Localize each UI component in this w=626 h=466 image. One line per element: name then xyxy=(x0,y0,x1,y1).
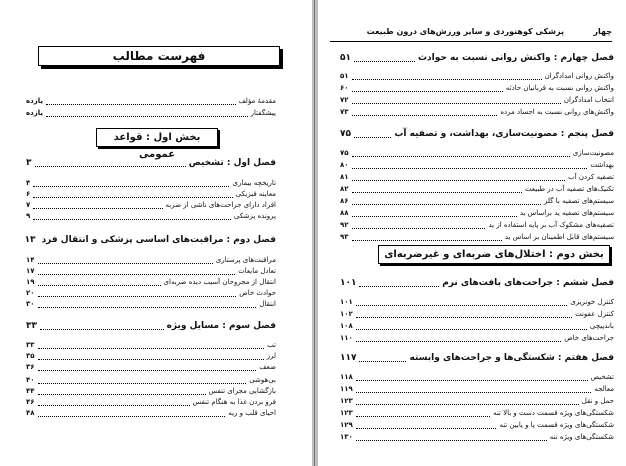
toc-entry[interactable] xyxy=(340,321,614,332)
chapter-title: فصل چهارم : واکنش روانی نسبت به حوادث xyxy=(417,53,614,63)
entry-page: ۵۱ xyxy=(340,72,349,80)
entry-page: ۱۰۱ xyxy=(340,298,353,306)
entry-page: یازده xyxy=(26,109,44,117)
entry-page: ۳۵ xyxy=(26,352,35,360)
toc-entry[interactable] xyxy=(340,172,614,183)
entry-label: مقدمهٔ مؤلف xyxy=(238,97,276,105)
chapter-title: فصل پنجم : مصونیت‌سازی، بهداشت، و تصفیه آب xyxy=(394,129,614,139)
entry-label: باندپیچی xyxy=(589,322,614,330)
chapter-page: ۷۵ xyxy=(340,129,351,139)
entry-label: واکنش روانی نسبت به قربانیان حادثه xyxy=(505,84,614,92)
entry-label: معالجه xyxy=(594,385,614,393)
chapter-row[interactable] xyxy=(26,157,276,170)
entry-page: ۷ xyxy=(26,201,31,209)
toc-entry[interactable] xyxy=(26,266,276,277)
entry-page: ۳۳ xyxy=(26,341,35,349)
entry-label: تصفیه کردن آب xyxy=(568,173,614,181)
toc-entry[interactable] xyxy=(26,200,276,211)
entry-page: ۱۰۲ xyxy=(340,310,353,318)
entry-page: ۷۲ xyxy=(340,96,349,104)
toc-entry[interactable] xyxy=(26,386,276,397)
entry-label: شکستگی‌های ویژه قسمت پا و پایین تنه xyxy=(499,421,614,429)
entry-page: ۱۱۸ xyxy=(340,373,353,381)
entry-page: ۸۰ xyxy=(340,161,349,169)
entry-page: ۹ xyxy=(26,212,31,220)
entry-page: یازده xyxy=(26,97,44,105)
chapter-page: ۵۱ xyxy=(340,53,351,63)
toc-entry[interactable] xyxy=(340,220,614,231)
toc-entry[interactable] xyxy=(340,196,614,207)
entry-page: ۷۵ xyxy=(340,149,349,157)
entry-label: تکنیک‌های تصفیه آب در طبیعت xyxy=(524,185,614,193)
entry-label: شکستگی‌های ویژه تنه xyxy=(549,433,614,441)
toc-entry[interactable] xyxy=(26,277,276,288)
toc-entry[interactable] xyxy=(340,107,614,118)
chapter-row[interactable] xyxy=(26,234,276,247)
entry-page: ۱۳۰ xyxy=(340,433,353,441)
toc-entry[interactable] xyxy=(26,375,276,386)
running-head-title: پزشکی کوهنوردی و سایر ورزش‌های درون طبیعت xyxy=(366,27,564,36)
entry-page: ۸۶ xyxy=(340,197,349,205)
toc-entry[interactable] xyxy=(26,408,276,419)
entry-page: ۱۲۹ xyxy=(340,421,353,429)
chapter-row[interactable] xyxy=(340,128,614,141)
chapter-title: فصل دوم : مراقبت‌های اساسی پزشکی و انتقال فرد xyxy=(41,235,276,245)
entry-label: مصونیت‌سازی xyxy=(572,149,614,157)
toc-entry[interactable] xyxy=(340,297,614,308)
toc-entry[interactable] xyxy=(340,408,614,419)
entry-label: افراد دارای جراحت‌های ناشی از ضربه xyxy=(165,201,276,209)
left-page xyxy=(0,0,312,466)
entry-page: ۹۳ xyxy=(340,233,349,241)
entry-label: احیای قلب و ریه xyxy=(228,409,276,417)
entry-label: تعادل مایعات xyxy=(238,267,276,275)
entry-label: تاریخچه بیماری xyxy=(232,179,276,187)
entry-label: پرونده پزشکی xyxy=(233,212,276,220)
toc-entry[interactable] xyxy=(340,232,614,243)
entry-label: بهداشت xyxy=(590,161,614,169)
entry-page: ۸۲ xyxy=(340,185,349,193)
entry-page: ۳۶ xyxy=(26,363,35,371)
toc-entry[interactable] xyxy=(26,178,276,189)
page-number: چهار xyxy=(593,27,612,36)
entry-label: انتقال از مجروحان آسیب دیده ضربه‌ای xyxy=(163,278,276,286)
toc-entry[interactable] xyxy=(26,362,276,373)
entry-label: تصفیه‌های مشکوک آب بر پایه استفاده از ید xyxy=(488,221,614,229)
entry-page: ۱۰۸ xyxy=(340,322,353,330)
entry-label: کنترل خونریزی xyxy=(570,298,614,306)
part-one-heading: بخش اول : قواعد عمومی xyxy=(96,128,218,147)
right-page xyxy=(318,0,626,466)
entry-page: ۹۲ xyxy=(340,221,349,229)
entry-page: ۴۸ xyxy=(26,409,35,417)
chapter-page: ۳۳ xyxy=(26,321,37,331)
chapter-title: فصل اول : تشخیص xyxy=(188,158,276,168)
entry-page: ۶۰ xyxy=(340,84,349,92)
entry-page: ۴۴ xyxy=(26,387,35,395)
entry-page: ۱۹ xyxy=(26,278,35,286)
entry-label: بازگشایی مجرای تنفس xyxy=(208,387,276,395)
toc-entry[interactable] xyxy=(340,384,614,395)
entry-label: لرز xyxy=(266,352,276,360)
entry-label: تب xyxy=(267,341,276,349)
toc-entry[interactable] xyxy=(340,208,614,219)
entry-label: شکستگی‌های ویژه قسمت دست و بالا تنه xyxy=(493,409,614,417)
front-matter-row[interactable] xyxy=(26,96,276,107)
entry-label: انتخاب امدادگران xyxy=(563,96,614,104)
toc-entry[interactable] xyxy=(340,148,614,159)
toc-entry[interactable] xyxy=(26,255,276,266)
toc-entry[interactable] xyxy=(26,211,276,222)
entry-label: معاینه فیزیکی xyxy=(235,190,276,198)
entry-page: ۴۶ xyxy=(26,398,35,406)
entry-label: کنترل عفونت xyxy=(575,310,614,318)
front-matter-row[interactable] xyxy=(26,108,276,119)
toc-entry[interactable] xyxy=(340,396,614,407)
entry-page: ۱۲۳ xyxy=(340,409,353,417)
chapter-title: فصل ششم : جراحت‌های بافت‌های نرم xyxy=(442,278,614,288)
toc-entry[interactable] xyxy=(26,299,276,310)
entry-label: واکنش‌های روانی نسبت به اجساد مرده xyxy=(500,108,614,116)
entry-label: فرو بردن غذا به هنگام تنفس xyxy=(192,398,276,406)
entry-label: واکنش روانی امدادگران xyxy=(544,72,614,80)
entry-page: ۱۴ xyxy=(26,256,35,264)
entry-label: جراحت‌های خاص xyxy=(564,334,614,342)
entry-label: حمل و نقل xyxy=(581,397,614,405)
chapter-title: فصل سوم : مسایل ویژه xyxy=(166,321,276,331)
toc-entry[interactable] xyxy=(340,71,614,82)
entry-label: مراقبت‌های پرستاری xyxy=(215,256,276,264)
entry-page: ۸۱ xyxy=(340,173,349,181)
toc-entry[interactable] xyxy=(340,309,614,320)
chapter-title: فصل هفتم : شکستگی‌ها و جراحت‌های وابسته xyxy=(409,353,614,363)
entry-page: ۱۱۹ xyxy=(340,385,353,393)
chapter-page: ۳ xyxy=(26,158,32,168)
toc-entry[interactable] xyxy=(340,432,614,443)
entry-page: ۸۸ xyxy=(340,209,349,217)
toc-entry[interactable] xyxy=(26,189,276,200)
chapter-page: ۱۰۱ xyxy=(340,278,357,288)
toc-entry[interactable] xyxy=(340,420,614,431)
chapter-page: ۱۱۷ xyxy=(340,353,357,363)
entry-page: ۱۱۰ xyxy=(340,334,353,342)
entry-page: ۴۰ xyxy=(26,376,35,384)
entry-label: پیشگفتار xyxy=(250,109,276,117)
chapter-row[interactable] xyxy=(340,352,614,365)
entry-label: تشخیص xyxy=(590,373,614,381)
toc-entry[interactable] xyxy=(26,397,276,408)
entry-page: ۷۳ xyxy=(340,108,349,116)
entry-label: انتقال xyxy=(259,300,276,308)
entry-page: ۱۷ xyxy=(26,267,35,275)
entry-label: حوادث خاص xyxy=(239,289,276,297)
entry-page: ۶ xyxy=(26,190,31,198)
chapter-row[interactable] xyxy=(340,277,614,290)
toc-entry[interactable] xyxy=(26,288,276,299)
running-header xyxy=(330,27,612,42)
toc-entry[interactable] xyxy=(340,83,614,94)
chapter-row[interactable] xyxy=(340,52,614,65)
entry-page: ۳۰ xyxy=(26,300,35,308)
toc-entry[interactable] xyxy=(340,160,614,171)
toc-entry[interactable] xyxy=(340,333,614,344)
entry-label: ضعف xyxy=(259,363,276,371)
entry-label: سیستم‌های تصفیه با گلر xyxy=(544,197,614,205)
entry-label: سیستم‌های قابل اطمینان بر اساس ید xyxy=(504,233,614,241)
chapter-row[interactable] xyxy=(26,320,276,333)
toc-entry[interactable] xyxy=(340,372,614,383)
chapter-page: ۱۳ xyxy=(24,235,36,245)
toc-entry[interactable] xyxy=(26,340,276,351)
toc-entry[interactable] xyxy=(340,95,614,106)
entry-page: ۲۰ xyxy=(26,289,35,297)
entry-label: سیستم‌های تصفیه ید براساس ید xyxy=(519,209,614,217)
toc-entry[interactable] xyxy=(26,351,276,362)
entry-page: ۴ xyxy=(26,179,31,187)
toc-entry[interactable] xyxy=(340,184,614,195)
part-two-heading: بخش دوم : اختلال‌های ضربه‌ای و غیرضربه‌ای xyxy=(378,245,610,264)
toc-title: فهرست مطالب xyxy=(38,46,280,66)
entry-page: ۱۲۳ xyxy=(340,397,353,405)
entry-label: بی‌هوشی xyxy=(249,376,276,384)
